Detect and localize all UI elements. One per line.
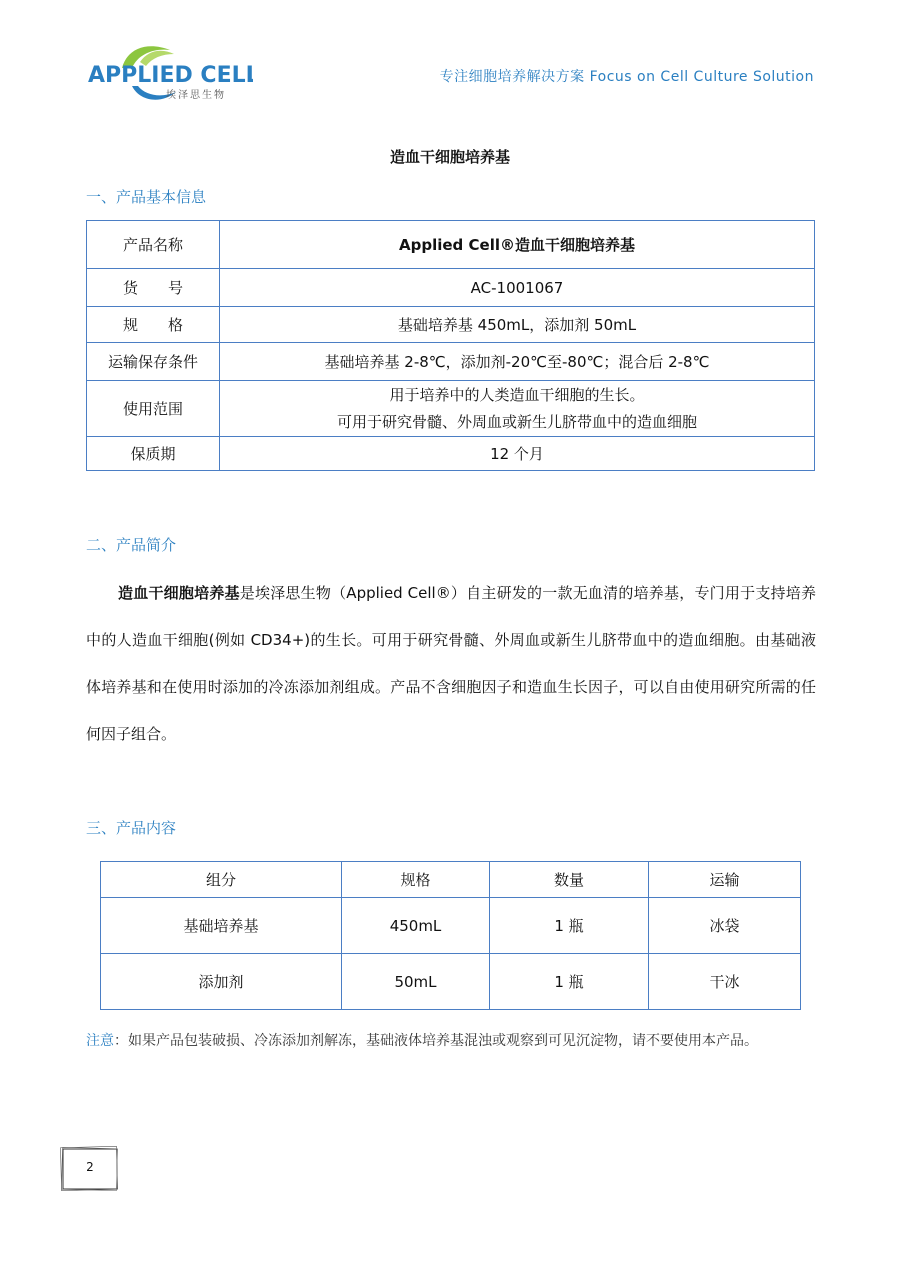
intro-bold-lead: 造血干细胞培养基: [118, 584, 240, 602]
table-cell: 添加剂: [101, 954, 342, 1010]
svg-text:APPLIED CELL: APPLIED CELL: [88, 63, 253, 88]
info-value-line: 用于培养中的人类造血干细胞的生长。: [389, 385, 645, 404]
info-key: 规 格: [87, 307, 220, 343]
table-cell: 1 瓶: [490, 954, 649, 1010]
table-row: [87, 381, 815, 437]
table-row: [87, 269, 815, 307]
info-value: AC-1001067: [220, 269, 815, 307]
table-header-row: [101, 862, 801, 898]
info-key: 产品名称: [87, 221, 220, 269]
table-cell: 50mL: [342, 954, 490, 1010]
page-number: 2: [86, 1160, 94, 1174]
table-cell: 基础培养基: [101, 898, 342, 954]
table-cell: 冰袋: [649, 898, 801, 954]
table-row: [87, 221, 815, 269]
table-row: [87, 307, 815, 343]
column-header: 运输: [649, 862, 801, 898]
company-logo: [88, 40, 253, 106]
note-paragraph: [86, 1024, 816, 1058]
info-value-line: 可用于研究骨髓、外周血或新生儿脐带血中的造血细胞: [336, 412, 697, 431]
section-heading-basic-info: 一、产品基本信息: [86, 188, 207, 206]
table-cell: 1 瓶: [490, 898, 649, 954]
info-value: Applied Cell®造血干细胞培养基: [220, 221, 815, 269]
intro-paragraph: [86, 570, 816, 758]
info-value: 12 个月: [220, 437, 815, 471]
info-key: 货 号: [87, 269, 220, 307]
info-value: [220, 381, 815, 437]
product-contents-table: [100, 861, 801, 1010]
document-title: 造血干细胞培养基: [389, 148, 510, 166]
note-text: ：如果产品包装破损、冷冻添加剂解冻，基础液体培养基混浊或观察到可见沉淀物，请不要使用本产品。: [114, 1033, 758, 1049]
column-header: 规格: [342, 862, 490, 898]
info-key: 使用范围: [87, 381, 220, 437]
column-header: 组分: [101, 862, 342, 898]
column-header: 数量: [490, 862, 649, 898]
svg-text:埃泽思生物: 埃泽思生物: [166, 90, 226, 101]
section-heading-intro: 二、产品简介: [86, 536, 177, 554]
section-heading-contents: 三、产品内容: [86, 819, 177, 837]
table-row: [87, 437, 815, 471]
table-row: [101, 954, 801, 1010]
info-value: 基础培养基 2-8℃，添加剂-20℃至-80℃；混合后 2-8℃: [220, 343, 815, 381]
header-tagline: 专注细胞培养解决方案 Focus on Cell Culture Solution: [439, 69, 814, 85]
intro-text: 是埃泽思生物（Applied Cell®）自主研发的一款无血清的培养基，专门用于支持培养中的人造血干细胞(例如 CD34+)的生长。可用于研究骨髓、外周血或新生儿脐带血中的造血细胞。由基础液体培养基和在使用时添加的冷冻添加剂组成。产品不含细胞因子和造血生长因子，可以自由使用研究所需的任何因子组合。: [86, 584, 816, 743]
table-cell: 干冰: [649, 954, 801, 1010]
info-value: 基础培养基 450mL，添加剂 50mL: [220, 307, 815, 343]
table-cell: 450mL: [342, 898, 490, 954]
table-row: [87, 343, 815, 381]
info-key: 运输保存条件: [87, 343, 220, 381]
table-row: [101, 898, 801, 954]
product-info-table: [86, 220, 815, 471]
info-key: 保质期: [87, 437, 220, 471]
note-label: 注意: [86, 1033, 114, 1049]
